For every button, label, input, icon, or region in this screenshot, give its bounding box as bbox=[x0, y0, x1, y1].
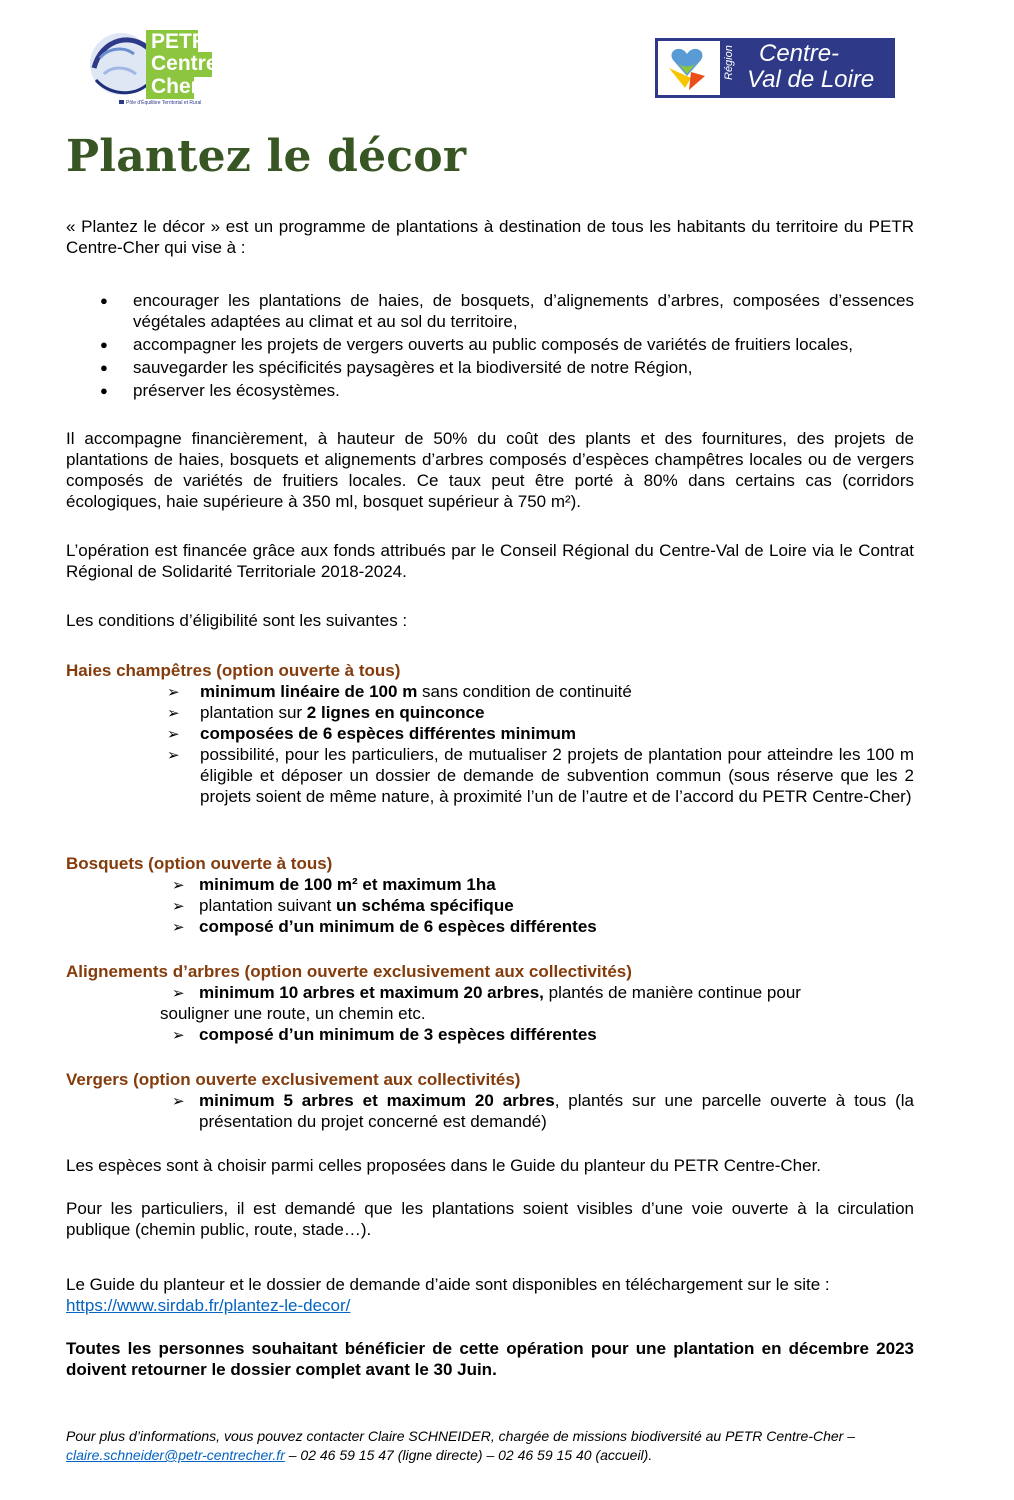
list-item-text: préserver les écosystèmes. bbox=[133, 381, 340, 400]
petr-logo-line2: Centre bbox=[151, 52, 218, 75]
section-vergers bbox=[66, 1069, 914, 1132]
list-item bbox=[66, 982, 914, 1003]
arrow-bullet-icon: ➢ bbox=[172, 919, 185, 936]
region-logo-vertical: Région bbox=[723, 45, 735, 80]
arrow-bullet-icon: ➢ bbox=[172, 877, 185, 894]
financing-paragraph bbox=[66, 428, 914, 512]
section-title-alignements: Alignements d’arbres (option ouverte exclusivement aux collectivités) bbox=[66, 962, 632, 981]
arrow-bullet-icon: ➢ bbox=[167, 747, 180, 764]
species-paragraph bbox=[66, 1155, 914, 1176]
list-item bbox=[66, 895, 914, 916]
item-bold: minimum 5 arbres et maximum 20 arbres bbox=[199, 1091, 555, 1110]
deadline-paragraph bbox=[66, 1338, 914, 1380]
item-bold: composé d’un minimum de 6 espèces différentes bbox=[199, 917, 597, 936]
list-item bbox=[66, 290, 914, 332]
intro-paragraph bbox=[66, 216, 914, 258]
financing-text: Il accompagne financièrement, à hauteur de 50% du coût des plants et des fournitures, des projets de plantations de haies, bosquets et alignements d’arbres composés d’espèces champêtres locales ou de vergers composés de variétés de fruitiers locales. Ce taux peut être porté à 80% dans certains cas (corridors écologiques, haie supérieure à 350 ml, bosquet supérieur à 750 m²). bbox=[66, 429, 914, 511]
list-item bbox=[66, 334, 914, 355]
guide-text: Le Guide du planteur et le dossier de demande d’aide sont disponibles en téléchargement sur le site : bbox=[66, 1275, 830, 1294]
list-item bbox=[66, 357, 914, 378]
item-bold: composées de 6 espèces différentes minimum bbox=[200, 724, 577, 743]
guide-paragraph bbox=[66, 1274, 914, 1316]
item-bold: minimum 10 arbres et maximum 20 arbres, bbox=[199, 983, 544, 1002]
item-bold: 2 lignes en quinconce bbox=[306, 703, 485, 722]
item-bold: un schéma spécifique bbox=[336, 896, 514, 915]
arrow-bullet-icon: ➢ bbox=[172, 985, 185, 1002]
arrow-bullet-icon: ➢ bbox=[167, 684, 180, 701]
arrow-bullet-icon: ➢ bbox=[172, 1093, 185, 1110]
arrow-bullet-icon: ➢ bbox=[167, 726, 180, 743]
page-title: Plantez le décor bbox=[66, 131, 467, 182]
footer-line1: Pour plus d’informations, vous pouvez contacter Claire SCHNEIDER, chargée de missions biodiversité au PETR Centre-Cher – bbox=[66, 1428, 856, 1444]
list-item bbox=[66, 723, 914, 744]
funding-paragraph bbox=[66, 540, 914, 582]
list-item-text: sauvegarder les spécificités paysagères et la biodiversité de notre Région, bbox=[133, 358, 693, 377]
section-title-vergers: Vergers (option ouverte exclusivement aux collectivités) bbox=[66, 1070, 521, 1089]
arrow-bullet-icon: ➢ bbox=[167, 705, 180, 722]
guide-link[interactable]: https://www.sirdab.fr/plantez-le-decor/ bbox=[66, 1296, 351, 1315]
item-text: souligner une route, un chemin etc. bbox=[160, 1004, 426, 1023]
item-text: possibilité, pour les particuliers, de mutualiser 2 projets de plantation pour atteindre les 100 m éligible et déposer un dossier de demande de subvention commun (sous réserve que les 2 projets soient de même nature, à proximité l’un de l’autre et de l’accord du PETR Centre-Cher) bbox=[200, 745, 914, 806]
item-bold: composé d’un minimum de 3 espèces différentes bbox=[199, 1025, 597, 1044]
list-item bbox=[66, 380, 914, 401]
objectives-list bbox=[66, 290, 914, 401]
item-text: , plantés sur une parcelle ouverte à tous (la présentation du projet concerné est demandé) bbox=[199, 1091, 915, 1131]
arrow-bullet-icon: ➢ bbox=[172, 1027, 185, 1044]
item-text: plantés de manière continue pour bbox=[543, 983, 801, 1002]
region-logo-line1: Centre- bbox=[759, 40, 840, 67]
arrow-bullet-icon: ➢ bbox=[172, 898, 185, 915]
region-logo-line2: Val de Loire bbox=[747, 66, 875, 93]
petr-centre-cher-logo bbox=[88, 28, 258, 110]
item-text: plantation suivant bbox=[199, 896, 337, 915]
item-bold: minimum linéaire de 100 m bbox=[200, 682, 418, 701]
list-item bbox=[66, 702, 914, 723]
item-text: plantation sur bbox=[200, 703, 307, 722]
bullet-icon: ● bbox=[100, 360, 108, 375]
visibility-paragraph bbox=[66, 1198, 914, 1240]
section-haies bbox=[66, 660, 914, 807]
footer-phone-text: – 02 46 59 15 47 (ligne directe) – 02 46 59 15 40 (accueil). bbox=[284, 1447, 653, 1463]
bullet-icon: ● bbox=[100, 293, 108, 308]
list-item bbox=[66, 1090, 914, 1132]
list-item bbox=[66, 681, 914, 702]
deadline-text: Toutes les personnes souhaitant bénéficier de cette opération pour une plantation en décembre 2023 doivent retourner le dossier complet avant le 30 Juin. bbox=[66, 1339, 914, 1379]
section-title-haies: Haies champêtres (option ouverte à tous) bbox=[66, 661, 401, 680]
region-centre-val-de-loire-logo bbox=[655, 38, 895, 98]
list-item bbox=[66, 916, 914, 937]
petr-logo-line1: PETR bbox=[151, 30, 208, 53]
conditions-paragraph bbox=[66, 610, 914, 631]
section-title-bosquets: Bosquets (option ouverte à tous) bbox=[66, 854, 333, 873]
petr-logo-tagline: Pôle d'Équilibre Territorial et Rural bbox=[126, 100, 202, 106]
item-text: sans condition de continuité bbox=[417, 682, 632, 701]
petr-logo-line3: Cher bbox=[151, 75, 199, 98]
footer-line2 bbox=[66, 1446, 916, 1465]
section-alignements bbox=[66, 961, 914, 1045]
funding-text: L’opération est financée grâce aux fonds attribués par le Conseil Régional du Centre-Val de Loire via le Contrat Régional de Solidarité Territoriale 2018-2024. bbox=[66, 541, 914, 581]
section-bosquets bbox=[66, 853, 914, 937]
list-item bbox=[66, 1024, 914, 1045]
item-bold: minimum de 100 m² et maximum 1ha bbox=[199, 875, 496, 894]
conditions-text: Les conditions d’éligibilité sont les suivantes : bbox=[66, 611, 408, 630]
species-text: Les espèces sont à choisir parmi celles proposées dans le Guide du planteur du PETR Centre-Cher. bbox=[66, 1156, 822, 1175]
list-item bbox=[66, 874, 914, 895]
list-item bbox=[66, 744, 914, 807]
intro-text: « Plantez le décor » est un programme de plantations à destination de tous les habitants du territoire du PETR Centre-Cher qui vise à : bbox=[66, 217, 914, 257]
list-item-text: encourager les plantations de haies, de bosquets, d’alignements d’arbres, composées d’essences végétales adaptées au climat et au sol du territoire, bbox=[133, 291, 914, 331]
bullet-icon: ● bbox=[100, 337, 108, 352]
list-item-continuation bbox=[66, 1003, 914, 1024]
visibility-text: Pour les particuliers, il est demandé que les plantations soient visibles d’une voie ouverte à la circulation publique (chemin public, route, stade…). bbox=[66, 1199, 914, 1239]
footer-contact bbox=[66, 1427, 916, 1465]
list-item-text: accompagner les projets de vergers ouverts au public composés de variétés de fruitiers locales, bbox=[133, 335, 854, 354]
bullet-icon: ● bbox=[100, 383, 108, 398]
contact-email-link[interactable]: claire.schneider@petr-centrecher.fr bbox=[66, 1447, 285, 1463]
